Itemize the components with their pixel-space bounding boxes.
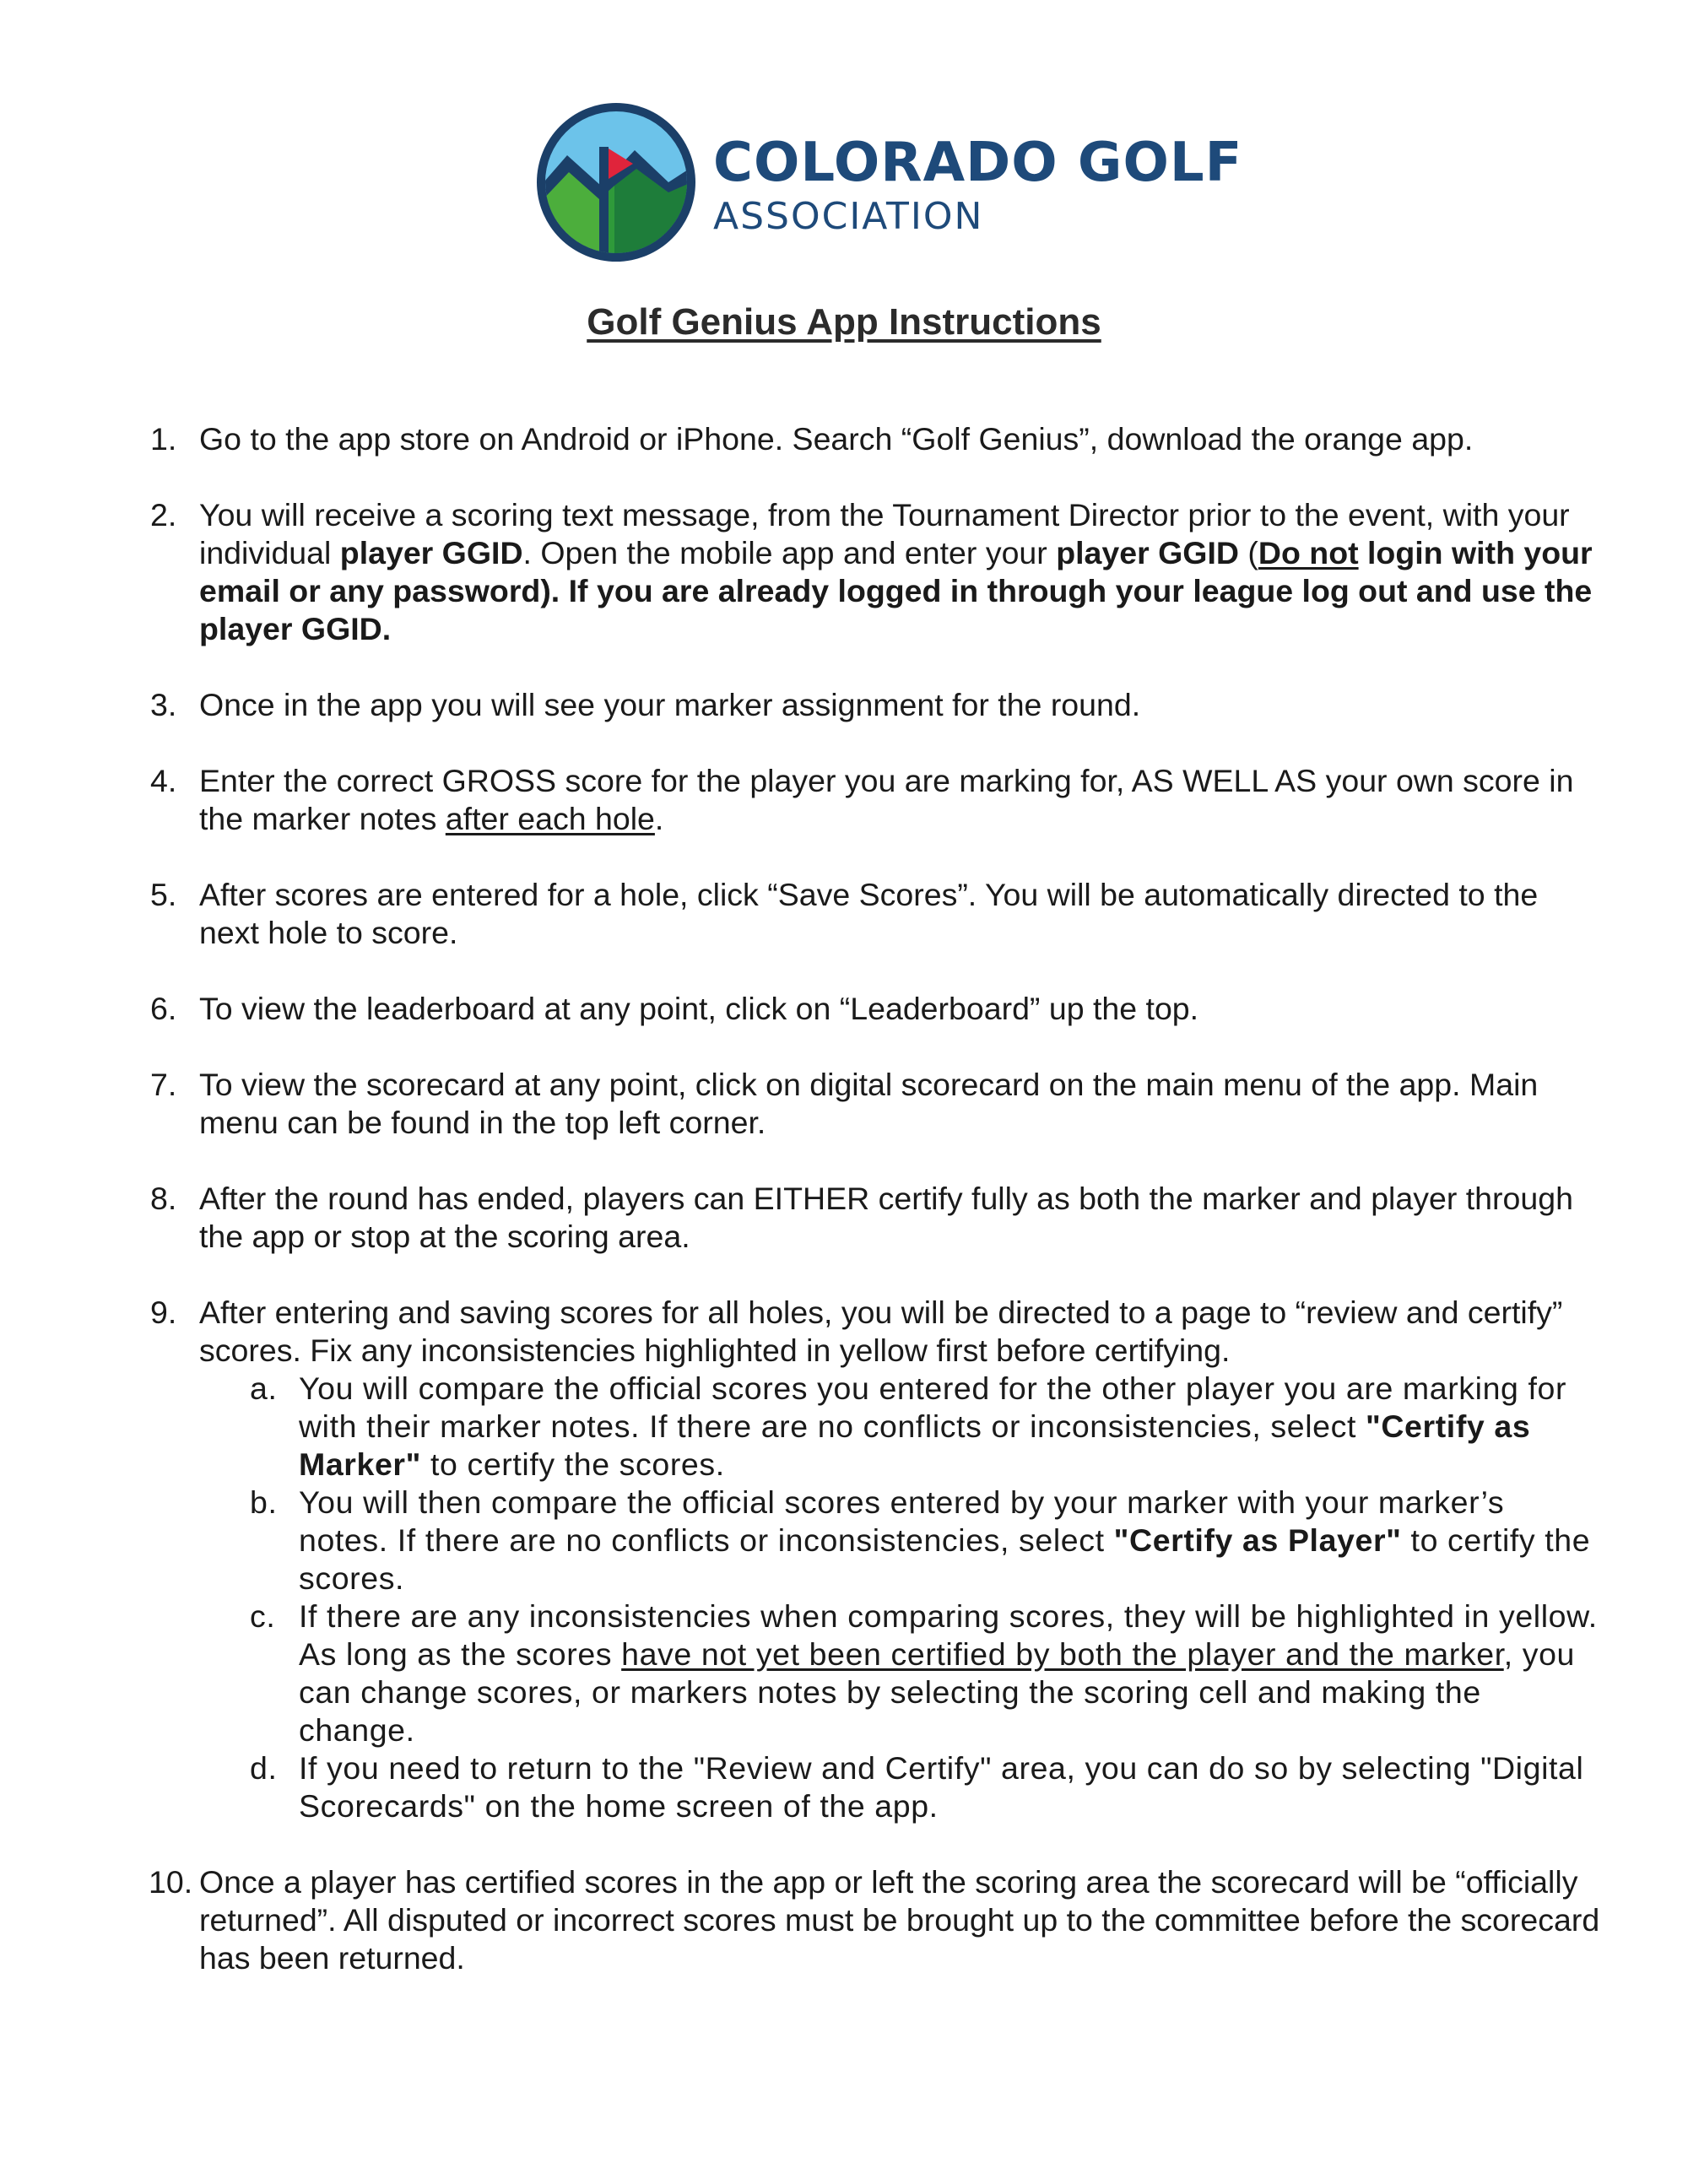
- sub-step-text: If there are any inconsistencies when comparing scores, they will be highlighted in yellow. As long as the scores: [299, 1598, 1598, 1672]
- sub-step-text: to certify the scores.: [299, 1522, 1591, 1596]
- instruction-step-8: [150, 1180, 1602, 1256]
- instruction-list: [150, 420, 1602, 2015]
- logo-wordmark: [713, 133, 1242, 240]
- instruction-step-4: [150, 762, 1602, 838]
- sub-step-text: You will compare the official scores you entered for the other player you are marking for with their marker notes. If there are no conflicts or inconsistencies, select: [299, 1370, 1567, 1444]
- step-text: Once in the app you will see your marker assignment for the round.: [199, 687, 1141, 722]
- step-text-part: .: [654, 801, 664, 836]
- instruction-step-2: [150, 496, 1602, 648]
- sub-step-a: [150, 1370, 1602, 1484]
- step-number: 3.: [150, 687, 177, 722]
- step-bold-text: player GGID: [1056, 535, 1239, 570]
- step-text: To view the leaderboard at any point, click on “Leaderboard” up the top.: [199, 991, 1199, 1026]
- step-number: 5.: [150, 877, 177, 912]
- step-text: After the round has ended, players can EITHER certify fully as both the marker and player through the app or stop at the scoring area.: [199, 1181, 1573, 1254]
- instruction-step-10: [150, 1863, 1602, 1977]
- sub-step-letter: c.: [250, 1598, 276, 1634]
- sub-step-bold-text: "Certify as Player": [1113, 1522, 1402, 1558]
- mountain-flag-emblem-icon: [533, 100, 702, 265]
- step-number: 10.: [149, 1864, 193, 1900]
- step-text: [199, 763, 1574, 836]
- step-underlined-text: after each hole: [445, 801, 655, 836]
- step-number: 9.: [150, 1295, 177, 1330]
- step-text-part: (: [1238, 535, 1258, 570]
- sub-step-d: [150, 1749, 1602, 1825]
- step-number: 4.: [150, 763, 177, 798]
- sub-step-letter: d.: [250, 1750, 278, 1786]
- page-title: Golf Genius App Instructions: [587, 301, 1101, 343]
- sub-step-b: [150, 1484, 1602, 1597]
- instruction-step-9: [150, 1294, 1602, 1825]
- step-text: Once a player has certified scores in the app or left the scoring area the scorecard will be “officially returned”. All disputed or incorrect scores must be brought up to the committee before the scorecard has been returned.: [199, 1864, 1600, 1976]
- sub-step-text: , you can change scores, or markers notes by selecting the scoring cell and making the change.: [299, 1636, 1576, 1748]
- step-bold-text: player GGID: [339, 535, 523, 570]
- step-text: After entering and saving scores for all holes, you will be directed to a page to “review and certify” scores. Fix any inconsistencies highlighted in yellow first before certifying.: [199, 1295, 1563, 1368]
- logo-line-2: ASSOCIATION: [713, 195, 984, 238]
- step-text: To view the scorecard at any point, click on digital scorecard on the main menu of the app. Main menu can be found in the top left corner.: [199, 1067, 1539, 1140]
- sub-step-text: to certify the scores.: [420, 1446, 725, 1482]
- logo-line-1: COLORADO GOLF: [713, 132, 1243, 194]
- sub-step-text: You will then compare the official scores entered by your marker with your marker’s notes. If there are no conflicts or inconsistencies, select: [299, 1484, 1505, 1558]
- step-number: 2.: [150, 497, 177, 532]
- sub-step-letter: a.: [250, 1370, 278, 1406]
- step-number: 7.: [150, 1067, 177, 1102]
- step-text-part: Enter the correct GROSS score for the player you are marking for, AS WELL AS your own score in the marker notes: [199, 763, 1574, 836]
- instruction-step-5: [150, 876, 1602, 952]
- instruction-step-3: [150, 686, 1602, 724]
- sub-step-letter: b.: [250, 1484, 278, 1520]
- instruction-step-6: [150, 990, 1602, 1028]
- step-bold-underlined-text: Do not: [1258, 535, 1359, 570]
- step-text-part: . Open the mobile app and enter your: [522, 535, 1057, 570]
- sub-instruction-list: [150, 1370, 1602, 1825]
- step-number: 1.: [150, 421, 177, 457]
- step-bold-text: login with your email or any password). If you are already logged in through your league log out and use the player GGID.: [199, 535, 1593, 646]
- instruction-step-7: [150, 1066, 1602, 1142]
- step-text: [199, 497, 1593, 646]
- step-number: 6.: [150, 991, 177, 1026]
- step-number: 8.: [150, 1181, 177, 1216]
- sub-step-bold-text: "Certify as Marker": [299, 1408, 1531, 1482]
- step-text-part: You will receive a scoring text message, from the Tournament Director prior to the event, with your individual: [199, 497, 1570, 570]
- sub-step-c: [150, 1597, 1602, 1749]
- logo: [533, 100, 1243, 265]
- step-text: Go to the app store on Android or iPhone. Search “Golf Genius”, download the orange app.: [199, 421, 1474, 457]
- sub-step-underlined-text: have not yet been certified by both the player and the marker: [621, 1636, 1504, 1672]
- instruction-step-1: [150, 420, 1602, 458]
- step-text: After scores are entered for a hole, click “Save Scores”. You will be automatically directed to the next hole to score.: [199, 877, 1539, 950]
- sub-step-text: If you need to return to the "Review and Certify" area, you can do so by selecting "Digital Scorecards" on the home screen of the app.: [299, 1750, 1584, 1824]
